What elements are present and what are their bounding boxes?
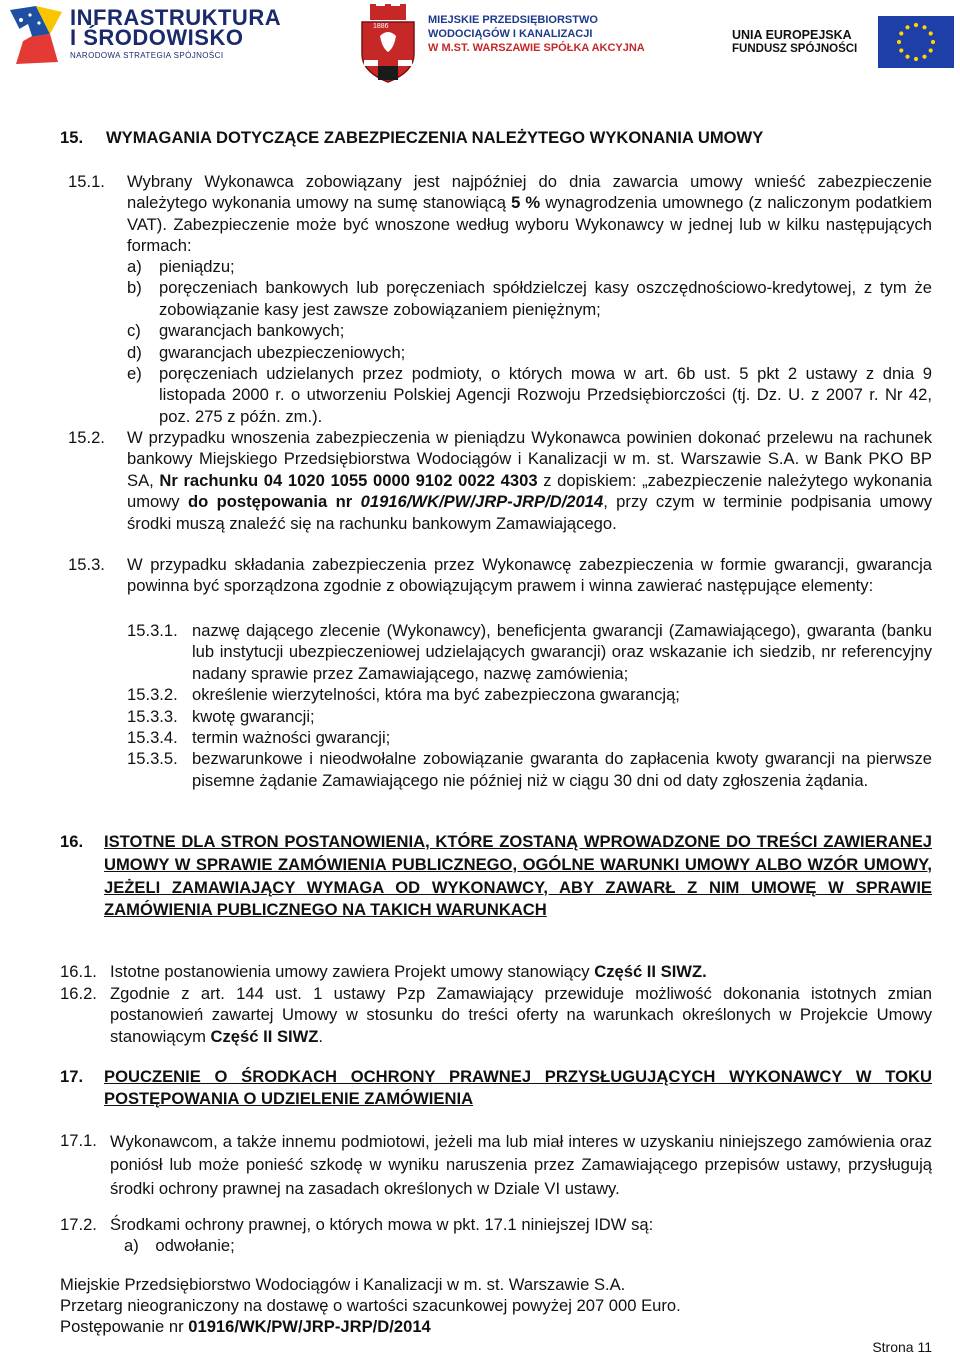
section-15-heading <box>60 127 940 148</box>
logo-infrastruktura <box>6 4 326 68</box>
paragraph-15-1-percent: 5 % <box>511 193 541 213</box>
footer-line-3 <box>60 1316 681 1337</box>
paragraph-16-1-reference: Część II SIWZ. <box>594 962 707 981</box>
form-text-d: gwarancjach ubezpieczeniowych; <box>159 342 406 362</box>
paragraph-17-1-text: Wykonawcom, a także innemu podmiotowi, jeżeli ma lub miał interes w uzyskaniu niniejszego zamówienia oraz poniósł lub może ponieść szkodę w wyniku naruszenia przez Zamawiającego przepisów ustawy, przysługują środki ochrony prawnej na zasadach określonych w Dziale VI ustawy. <box>110 1132 932 1198</box>
paragraph-16-1-text: Istotne postanowienia umowy zawiera Projekt umowy stanowiący <box>110 962 595 981</box>
paragraph-17-2 <box>60 1214 932 1257</box>
guarantee-elements-list <box>127 620 932 791</box>
paragraph-15-2 <box>68 427 932 534</box>
guarantee-element-1-text: nazwę dającego zlecenie (Wykonawcy), beneficjenta gwarancji (Zamawiającego), gwaranta (banku lub instytucji ubezpieczeniowej udzielających gwarancji) oraz wskazanie ich siedzib, nr referencyjny nadany sprawie przez Zamawiającego, nazwę zamówienia; <box>192 621 932 683</box>
paragraph-15-3-text: W przypadku składania zabezpieczenia przez Wykonawcę zabezpieczenia w formie gwarancji, gwarancja powinna być sporządzona zgodnie z obowiązującym prawem i winna zawierać następujące elementy: <box>127 555 932 596</box>
logo-mpwik <box>356 2 656 92</box>
form-item-b <box>127 277 932 320</box>
footer-line-1: Miejskie Przedsiębiorstwo Wodociągów i Kanalizacji w m. st. Warszawie S.A. <box>60 1275 626 1294</box>
remedy-item-a-letter: a) <box>124 1236 139 1256</box>
section-15-number: 15. <box>60 128 84 147</box>
form-item-c <box>127 320 932 341</box>
logo-eu <box>728 14 958 74</box>
paragraph-15-2-text-e: , przy czym w terminie podpisania umowy środki muszą znaleźć się na rachunku bankowym Zamawiającego. <box>127 492 933 533</box>
guarantee-element-3-text: kwotę gwarancji; <box>192 706 315 726</box>
form-text-b: poręczeniach bankowych lub poręczeniach spółdzielczej kasy oszczędnościowo-kredytowej, z tym że zobowiązanie kasy jest zawsze zobowiązaniem pieniężnym; <box>159 278 932 319</box>
form-letter-b: b) <box>127 278 142 298</box>
section-17-number: 17. <box>60 1067 84 1086</box>
paragraph-15-2-text-b: z dopiskiem: „zabezpieczenie należytego wykonania umowy <box>127 470 932 512</box>
bank-account-number: Nr rachunku 04 1020 1055 0000 9102 0022 4303 <box>159 470 538 490</box>
guarantee-element-4 <box>127 727 932 748</box>
guarantee-element-2-text: określenie wierzytelności, która ma być zabezpieczona gwarancją; <box>192 685 680 705</box>
guarantee-element-5-number: 15.3.5. <box>127 749 178 769</box>
logo-right-line2: FUNDUSZ SPÓJNOŚCI <box>732 43 858 55</box>
section-16-heading <box>60 831 932 922</box>
paragraph-15-1-number: 15.1. <box>68 172 105 191</box>
paragraph-15-1 <box>68 171 932 257</box>
guarantee-element-4-number: 15.3.4. <box>127 728 178 748</box>
form-item-a <box>127 256 932 277</box>
paragraph-16-2-reference: Część II SIWZ <box>210 1026 319 1046</box>
footer-line-3-label: Postępowanie nr <box>60 1317 189 1336</box>
guarantee-element-2-number: 15.3.2. <box>127 685 178 705</box>
section-17-title: POUCZENIE O ŚRODKACH OCHRONY PRAWNEJ PRZYSŁUGUJĄCYCH WYKONAWCY W TOKU POSTĘPOWANIA O UDZIELENIE ZAMÓWIENIA <box>104 1067 932 1108</box>
paragraph-17-2-number: 17.2. <box>60 1215 97 1234</box>
guarantee-element-1 <box>127 620 932 684</box>
paragraph-16-2-text-c: . <box>318 1026 324 1046</box>
form-item-d <box>127 342 932 363</box>
logo-center-line3: W M.ST. WARSZAWIE SPÓŁKA AKCYJNA <box>428 42 645 54</box>
logo-left-line2: I ŚRODOWISKO <box>70 25 244 50</box>
paragraph-15-2-number: 15.2. <box>68 428 105 447</box>
guarantee-element-5 <box>127 748 932 791</box>
form-text-e: poręczeniach udzielanych przez podmioty, o których mowa w art. 6b ust. 5 pkt 2 ustawy z dnia 9 listopada 2000 r. o utworzeniu Polskiej Agencji Rozwoju Przedsiębiorczości (tj. Dz. U. z 2007 r. Nr 42, poz. 275 z późn. zm.). <box>159 364 932 426</box>
remedy-item-a-text: odwołanie; <box>155 1236 235 1256</box>
footer-procedure-number: 01916/WK/PW/JRP-JRP/D/2014 <box>188 1317 431 1336</box>
paragraph-15-3-number: 15.3. <box>68 555 105 574</box>
paragraph-17-2-text: Środkami ochrony prawnej, o których mowa w pkt. 17.1 niniejszej IDW są: <box>110 1215 654 1234</box>
guarantee-element-5-text: bezwarunkowe i nieodwołalne zobowiązanie gwaranta do zapłacenia kwoty gwarancji na pierwsze pisemne żądanie Zamawiającego nie później niż w ciągu 30 dni od daty zgłoszenia żądania. <box>192 749 932 790</box>
logo-right-line1: UNIA EUROPEJSKA <box>732 28 852 42</box>
paragraph-16-2-text-a: Zgodnie z art. 144 ust. 1 ustawy Pzp Zamawiający przewiduje możliwość dokonania istotnych zmian postanowień zawartej Umowy w stosunku do treści oferty na warunkach określonych w Projekcie Umowy stanowiącym <box>110 984 932 1046</box>
remedy-item-a <box>124 1235 932 1256</box>
logo-center-line1: MIEJSKIE PRZEDSIĘBIORSTWO <box>428 14 598 26</box>
guarantee-element-4-text: termin ważności gwarancji; <box>192 728 391 748</box>
paragraph-17-1 <box>60 1130 932 1200</box>
page-footer <box>60 1274 681 1337</box>
form-letter-c: c) <box>127 321 141 341</box>
section-16-number: 16. <box>60 832 84 851</box>
infrastruktura-emblem-icon <box>6 4 66 66</box>
paragraph-16-1-number: 16.1. <box>60 962 97 981</box>
forms-list <box>127 256 932 427</box>
form-item-e <box>127 363 932 427</box>
logo-center-line2: WODOCIĄGÓW I KANALIZACJI <box>428 28 593 40</box>
form-letter-a: a) <box>127 257 142 276</box>
coat-of-arms-icon <box>356 2 420 90</box>
logo-left-line3: NARODOWA STRATEGIA SPÓJNOŚCI <box>70 51 224 60</box>
paragraph-16-2-number: 16.2. <box>60 984 97 1003</box>
section-16-title: ISTOTNE DLA STRON POSTANOWIENIA, KTÓRE ZOSTANĄ WPROWADZONE DO TREŚCI ZAWIERANEJ UMOWY W SPRAWIE ZAMÓWIENIA PUBLICZNEGO, OGÓLNE WARUNKI UMOWY ALBO WZÓR UMOWY, JEŻELI ZAMAWIAJĄCY WYMAGA OD WYKONAWCY, ABY ZAWARŁ Z NIM UMOWĘ W SPRAWIE ZAMÓWIENIA PUBLICZNEGO NA TAKICH WARUNKACH <box>104 832 932 920</box>
logo-left-line1: INFRASTRUKTURA <box>70 5 282 30</box>
page-number: Strona 11 <box>872 1339 932 1355</box>
footer-line-2: Przetarg nieograniczony na dostawę o wartości szacunkowej powyżej 207 000 Euro. <box>60 1296 681 1315</box>
form-text-a: pieniądzu; <box>159 257 235 276</box>
paragraph-15-3 <box>68 554 932 597</box>
paragraph-17-1-number: 17.1. <box>60 1131 97 1150</box>
paragraph-16-2 <box>60 983 932 1047</box>
guarantee-element-3 <box>127 706 932 727</box>
form-text-c: gwarancjach bankowych; <box>159 321 345 341</box>
guarantee-element-2 <box>127 684 932 705</box>
procedure-number: 01916/WK/PW/JRP-JRP/D/2014 <box>360 492 604 512</box>
form-letter-e: e) <box>127 364 142 384</box>
section-15-title: WYMAGANIA DOTYCZĄCE ZABEZPIECZENIA NALEŻYTEGO WYKONANIA UMOWY <box>106 128 764 147</box>
paragraph-15-1-text-a: Wybrany Wykonawca zobowiązany jest najpóźniej do dnia zawarcia umowy wnieść zabezpieczenie należytego wykonania umowy na sumę stanowiącą <box>127 172 932 213</box>
paragraph-16-1 <box>60 961 932 982</box>
paragraph-15-1-text-b: wynagrodzenia umownego (z naliczonym podatkiem VAT). Zabezpieczenie może być wnoszone według wyboru Wykonawcy w jednej lub w kilku następujących formach: <box>127 193 933 256</box>
guarantee-element-3-number: 15.3.3. <box>127 706 178 726</box>
section-17-heading <box>60 1066 932 1109</box>
guarantee-element-1-number: 15.3.1. <box>127 621 178 640</box>
emblem-year: 1886 <box>373 23 389 30</box>
form-letter-d: d) <box>127 342 142 362</box>
eu-flag-icon <box>878 16 954 68</box>
paragraph-15-2-text-a: W przypadku wnoszenia zabezpieczenia w pieniądzu Wykonawca powinien dokonać przelewu na rachunek bankowy Miejskiego Przedsiębiorstwa Wodociągów i Kanalizacji w m. st. Warszawie S.A. w Bank PKO BP SA, <box>127 428 932 490</box>
paragraph-15-2-text-c: do postępowania nr <box>187 492 361 512</box>
